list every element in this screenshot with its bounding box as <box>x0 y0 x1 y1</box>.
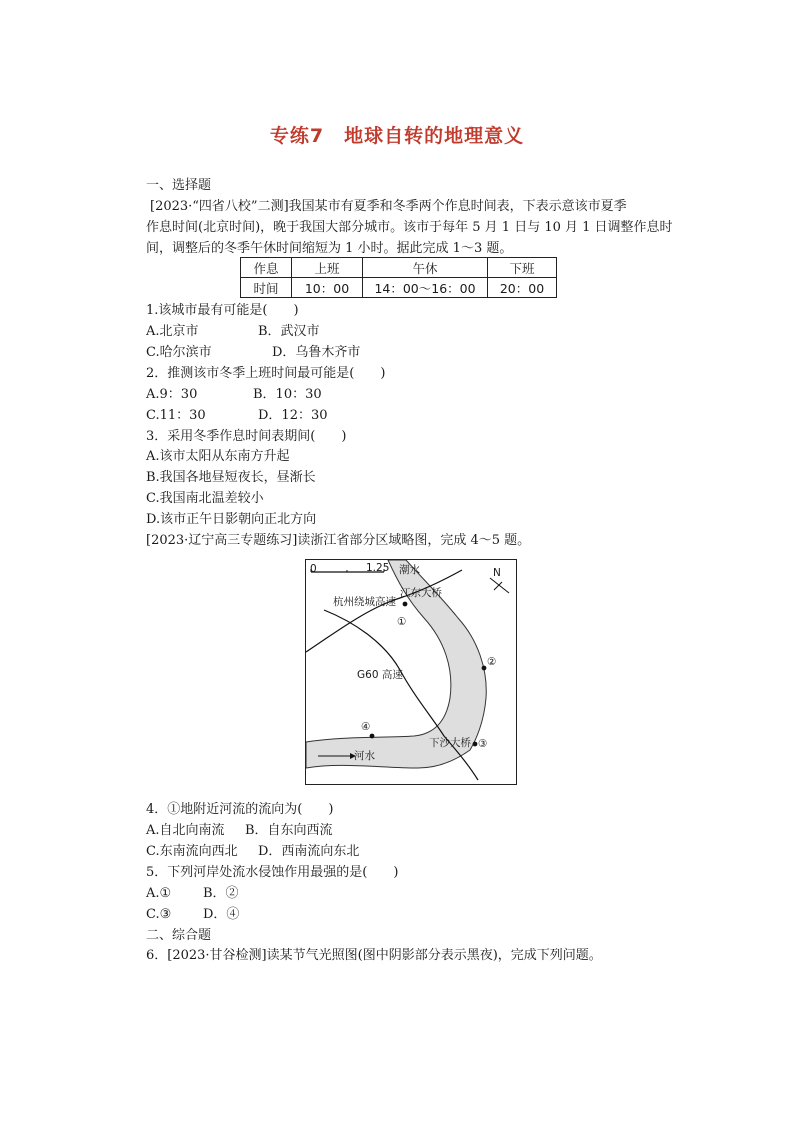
intro-passage-2: [2023·辽宁高三专题练习]读浙江省部分区域略图，完成 4～5 题。 <box>146 533 531 548</box>
schedule-table <box>240 257 557 298</box>
intro-line: 作息时间(北京时间)，晚于我国大部分城市。该市于每年 5 月 1 日与 10 月 1 日调整作息时 <box>146 220 673 235</box>
question-6-stem: 6．[2023·甘谷检测]读某节气光照图(图中阴影部分表示黑夜)，完成下列问题。 <box>146 948 602 963</box>
question-5-option-c[interactable]: C.③ <box>146 907 172 922</box>
map-label-point-1: ① <box>397 616 407 628</box>
question-3-option-c[interactable]: C.我国南北温差较小 <box>146 491 264 506</box>
map-label-tide: 潮水 <box>399 564 420 576</box>
point-marker-4 <box>370 734 375 739</box>
question-5-option-d[interactable]: D．④ <box>203 907 240 922</box>
question-3-option-a[interactable]: A.该市太阳从东南方升起 <box>146 449 290 464</box>
intro-line: 间，调整后的冬季午休时间缩短为 1 小时。据此完成 1～3 题。 <box>146 241 513 256</box>
table-header-cell: 午休 <box>363 258 488 278</box>
map-label-ring-highway: 杭州绕城高速 <box>333 596 396 608</box>
zhejiang-region-map <box>305 559 517 785</box>
map-label-xiasha-bridge: 下沙大桥 <box>429 737 471 749</box>
section-heading-comprehensive: 二、综合题 <box>146 928 212 943</box>
question-2-option-d[interactable]: D．12：30 <box>258 408 328 423</box>
question-4-option-b[interactable]: B．自东向西流 <box>245 823 333 838</box>
section-heading-choice: 一、选择题 <box>146 178 212 193</box>
question-3-stem: 3．采用冬季作息时间表期间( ) <box>146 429 347 444</box>
table-row <box>241 278 557 298</box>
map-label-jiangdong-bridge: 江东大桥 <box>400 587 442 599</box>
question-2-stem: 2．推测该市冬季上班时间最可能是( ) <box>146 366 386 381</box>
question-1-option-c[interactable]: C.哈尔滨市 <box>146 345 212 360</box>
question-5-stem: 5．下列河岸处流水侵蚀作用最强的是( ) <box>146 865 399 880</box>
map-label-river: 河水 <box>354 750 375 762</box>
table-header-cell: 上班 <box>292 258 363 278</box>
table-header-cell: 作息 <box>241 258 292 278</box>
question-4-stem: 4．①地附近河流的流向为( ) <box>146 802 334 817</box>
page-title: 专练7 地球自转的地理意义 <box>269 125 525 147</box>
map-label-g60: G60 高速 <box>357 669 403 681</box>
map-north-label: N <box>493 567 501 579</box>
question-2-option-a[interactable]: A.9：30 <box>146 387 198 402</box>
question-3-option-d[interactable]: D.该市正午日影朝向正北方向 <box>146 512 317 527</box>
table-header-cell: 下班 <box>488 258 557 278</box>
question-4-option-d[interactable]: D．西南流向东北 <box>258 844 360 859</box>
map-label-point-4: ④ <box>361 721 371 733</box>
map-scale-zero: 0 <box>310 563 317 575</box>
question-4-option-c[interactable]: C.东南流向西北 <box>146 844 238 859</box>
question-1-option-a[interactable]: A.北京市 <box>146 324 199 339</box>
point-marker-1 <box>403 602 408 607</box>
question-5-option-a[interactable]: A.① <box>146 886 172 901</box>
point-marker-3 <box>473 742 478 747</box>
table-cell: 14：00～16：00 <box>363 278 488 298</box>
intro-line: [2023·“四省八校”二测]我国某市有夏季和冬季两个作息时间表，下表示意该市夏季 <box>150 199 627 214</box>
question-5-option-b[interactable]: B．② <box>203 886 239 901</box>
question-1-stem: 1.该城市最有可能是( ) <box>146 303 299 318</box>
map-label-point-2: ② <box>487 656 497 668</box>
question-2-option-c[interactable]: C.11：30 <box>146 408 206 423</box>
table-cell: 20：00 <box>488 278 557 298</box>
question-1-option-d[interactable]: D．乌鲁木齐市 <box>272 345 361 360</box>
question-1-option-b[interactable]: B．武汉市 <box>258 324 320 339</box>
question-3-option-b[interactable]: B.我国各地昼短夜长，昼渐长 <box>146 470 316 485</box>
map-scale-value: 1.25 <box>366 562 390 574</box>
question-2-option-b[interactable]: B．10：30 <box>253 387 322 402</box>
table-header-row <box>241 258 557 278</box>
table-cell: 10：00 <box>292 278 363 298</box>
table-cell: 时间 <box>241 278 292 298</box>
point-marker-2 <box>482 666 487 671</box>
intro-passage-1 <box>146 196 673 259</box>
map-label-point-3: ③ <box>478 738 488 750</box>
question-4-option-a[interactable]: A.自北向南流 <box>146 823 225 838</box>
